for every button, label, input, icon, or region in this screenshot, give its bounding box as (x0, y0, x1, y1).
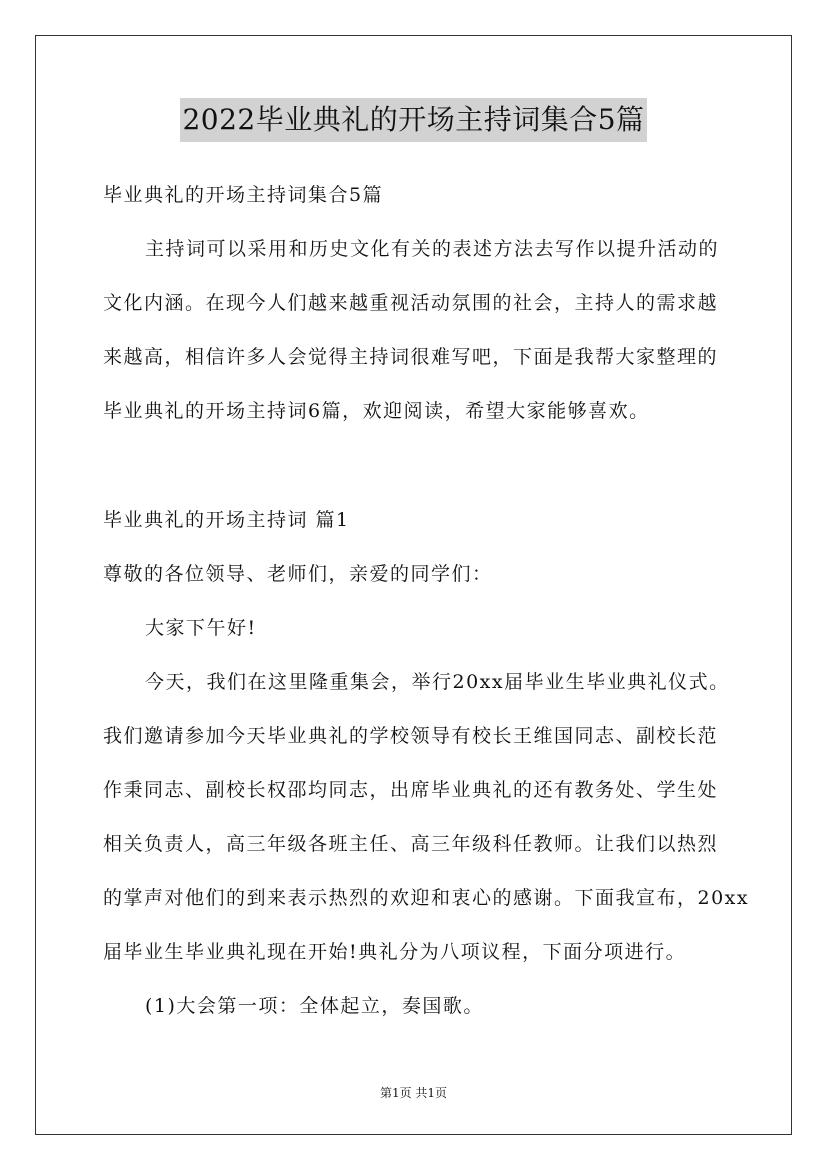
intro-line: 来越高，相信许多人会觉得主持词很难写吧，下面是我帮大家整理的 (103, 346, 719, 368)
body-line: 作秉同志、副校长权邵均同志，出席毕业典礼的还有教务处、学生处 (103, 779, 719, 801)
body-line: 相关负责人，高三年级各班主任、高三年级科任教师。让我们以热烈 (103, 833, 719, 855)
intro-line: 毕业典礼的开场主持词6篇，欢迎阅读，希望大家能够喜欢。 (103, 400, 650, 422)
title-block (0, 98, 827, 142)
body-line: 届毕业生毕业典礼现在开始!典礼分为八项议程，下面分项进行。 (103, 941, 687, 963)
greeting: 大家下午好! (145, 617, 257, 639)
agenda-item: (1)大会第一项：全体起立，奏国歌。 (145, 995, 484, 1017)
body-line: 我们邀请参加今天毕业典礼的学校领导有校长王维国同志、副校长范 (103, 725, 719, 747)
body-line: 今天，我们在这里隆重集会，举行20xx届毕业生毕业典礼仪式。 (145, 671, 730, 693)
page-number: 第1页 共1页 (379, 1086, 448, 1100)
salutation: 尊敬的各位领导、老师们，亲爱的同学们： (103, 563, 493, 585)
document-title: 2022毕业典礼的开场主持词集合5篇 (180, 98, 646, 142)
intro-line: 主持词可以采用和历史文化有关的表述方法去写作以提升活动的 (145, 238, 720, 260)
body-line: 的掌声对他们的到来表示热烈的欢迎和衷心的感谢。下面我宣布，20xx (103, 887, 750, 909)
subtitle: 毕业典礼的开场主持词集合5篇 (103, 184, 384, 206)
section-heading: 毕业典礼的开场主持词 篇1 (103, 509, 350, 531)
intro-line: 文化内涵。在现今人们越来越重视活动氛围的社会，主持人的需求越 (103, 292, 719, 314)
